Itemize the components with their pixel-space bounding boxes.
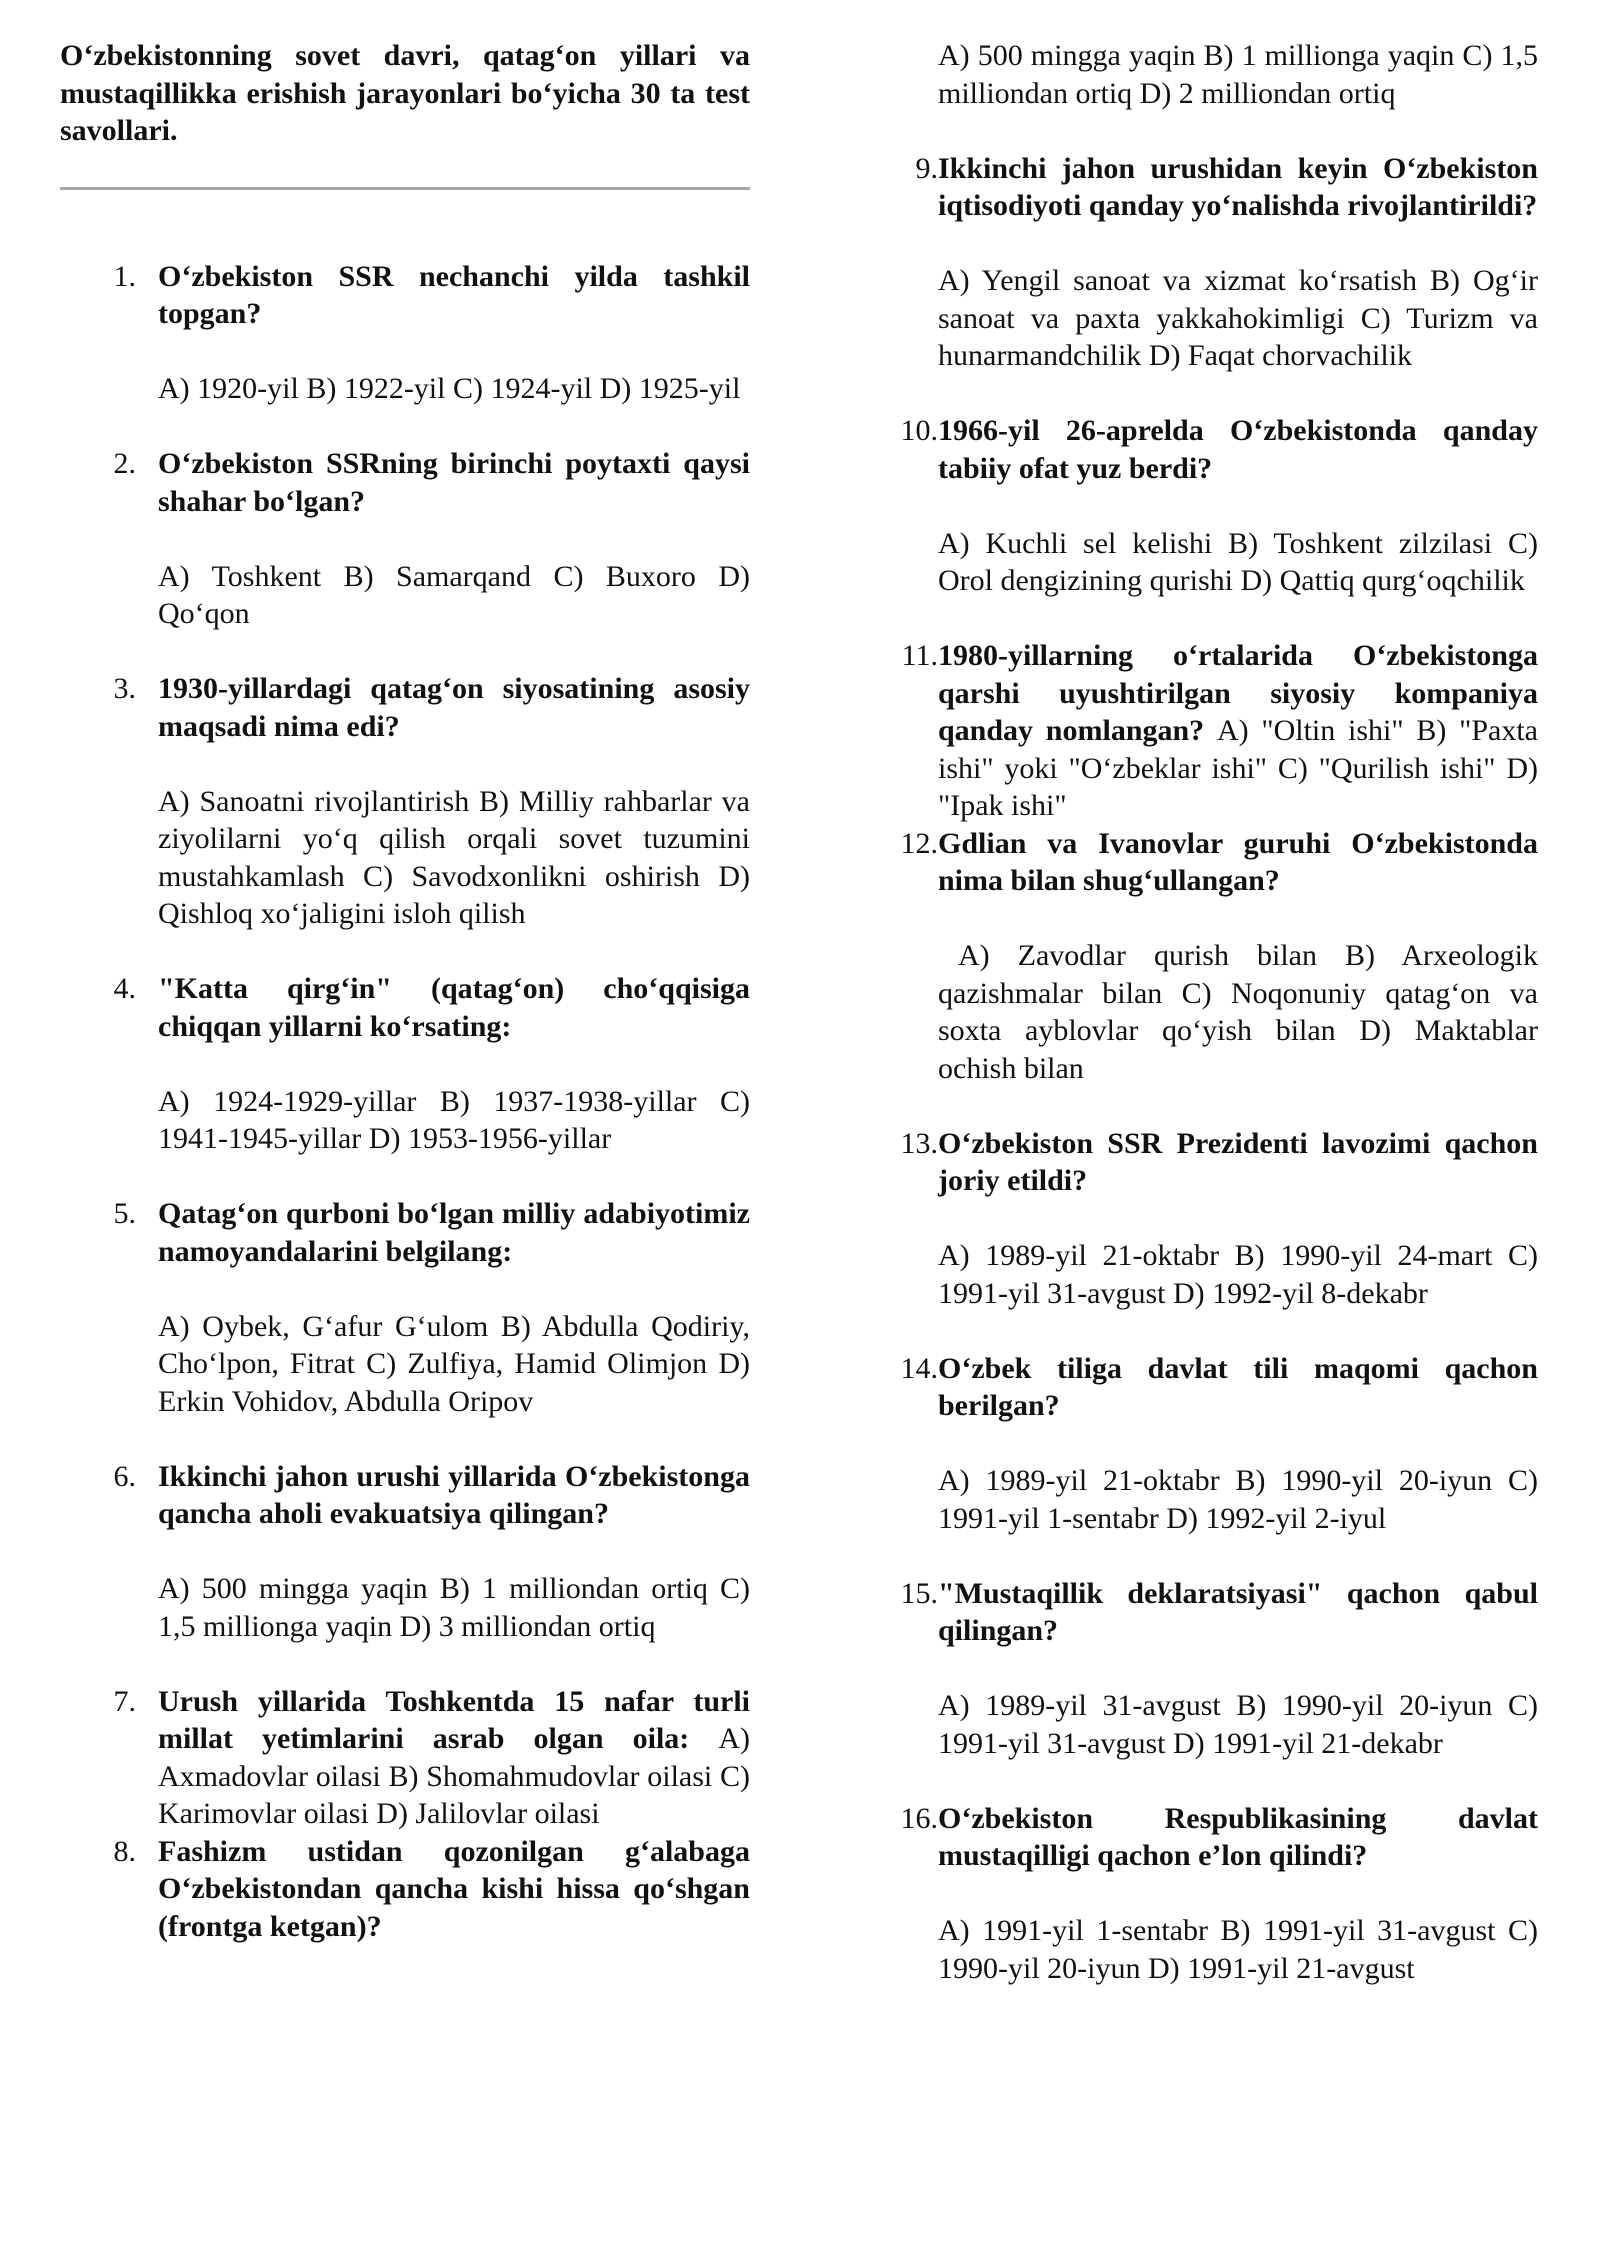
answer-options: A) 1924-1929-yillar B) 1937-1938-yillar C) 1941-1945-yillar D) 1953-1956-yillar — [158, 1084, 750, 1155]
answer-options: A) 1920-yil B) 1922-yil C) 1924-yil D) 1925-yil — [158, 372, 741, 405]
question-text: "Mustaqillik deklaratsiyasi" qachon qabul qilingan? — [938, 1576, 1538, 1647]
question-number: 8. — [113, 1834, 136, 1868]
question-text: Gdlian va Ivanovlar guruhi O‘zbekistonda nima bilan shug‘ullangan? — [938, 826, 1538, 897]
question-8-continued — [886, 37, 1538, 112]
question-12 — [886, 825, 1538, 1088]
question-number: 15. — [900, 1576, 938, 1610]
question-4 — [60, 970, 750, 1158]
question-number: 12. — [900, 826, 938, 860]
question-number: 9. — [915, 151, 938, 185]
question-6 — [60, 1458, 750, 1646]
question-number: 16. — [900, 1801, 938, 1835]
question-text: O‘zbekiston Respublikasining davlat mustaqilligi qachon e’lon qilindi? — [938, 1801, 1538, 1872]
question-1 — [60, 258, 750, 408]
question-text: Qatag‘on qurboni bo‘lgan milliy adabiyotimiz namoyandalarini belgilang: — [158, 1197, 750, 1268]
question-2 — [60, 445, 750, 633]
question-text: 1930-yillardagi qatag‘on siyosatining asosiy maqsadi nima edi? — [158, 672, 750, 743]
question-number: 3. — [113, 672, 136, 705]
question-text: O‘zbek tiliga davlat tili maqomi qachon berilgan? — [938, 1351, 1538, 1422]
answer-options: A) Kuchli sel kelishi B) Toshkent zilzilasi C) Orol dengizining qurishi D) Qattiq qurg‘oqchilik — [938, 526, 1538, 597]
document-title: O‘zbekistonning sovet davri, qatag‘on yillari va mustaqillikka erishish jarayonlari bo‘yicha 30 ta test savollari. — [60, 39, 750, 147]
question-text: Ikkinchi jahon urushidan keyin O‘zbekiston iqtisodiyoti qanday yo‘nalishda rivojlantirildi? — [938, 151, 1538, 222]
answer-options: A) 500 mingga yaqin B) 1 millionga yaqin C) 1,5 milliondan ortiq D) 2 milliondan ortiq — [938, 39, 1538, 110]
question-5 — [60, 1195, 750, 1420]
answer-options: A) Yengil sanoat va xizmat ko‘rsatish B) Og‘ir sanoat va paxta yakkahokimligi C) Turizm va hunarmandchilik D) Faqat chorvachilik — [938, 264, 1538, 372]
question-number: 11. — [901, 639, 938, 672]
question-number: 2. — [113, 447, 136, 480]
question-text: Ikkinchi jahon urushi yillarida O‘zbekistonga qancha aholi evakuatsiya qilingan? — [158, 1459, 750, 1530]
question-number: 5. — [113, 1197, 136, 1230]
question-8 — [60, 1833, 750, 1946]
question-13 — [886, 1125, 1538, 1313]
question-text: Urush yillarida Toshkentda 15 nafar turli millat yetimlarini asrab olgan oila: — [158, 1684, 750, 1755]
question-11 — [886, 637, 1538, 825]
question-text: 1980-yillarning o‘rtalarida O‘zbekistonga qarshi uyushtirilgan siyosiy kompaniya qanday nomlangan? — [938, 639, 1538, 747]
question-number: 7. — [113, 1684, 136, 1718]
answer-options: A) 1989-yil 31-avgust B) 1990-yil 20-iyun C) 1991-yil 31-avgust D) 1991-yil 21-dekabr — [938, 1689, 1538, 1760]
question-10 — [886, 412, 1538, 600]
question-text: O‘zbekiston SSR Prezidenti lavozimi qachon joriy etildi? — [938, 1126, 1538, 1197]
question-text: "Katta qirg‘in" (qatag‘on) cho‘qqisiga chiqqan yillarni ko‘rsating: — [158, 972, 750, 1043]
question-text: 1966-yil 26-aprelda O‘zbekistonda qanday tabiiy ofat yuz berdi? — [938, 414, 1538, 485]
question-15 — [886, 1575, 1538, 1763]
question-number: 4. — [113, 972, 136, 1005]
question-text: O‘zbekiston SSR nechanchi yilda tashkil topgan? — [158, 259, 750, 330]
question-number: 10. — [900, 414, 938, 447]
question-3 — [60, 670, 750, 933]
answer-options: A) Axmadovlar oilasi B) Shomahmudovlar oilasi C) Karimovlar oilasi D) Jalilovlar oilasi — [158, 1722, 750, 1830]
answer-options: A) 500 mingga yaqin B) 1 milliondan ortiq C) 1,5 millionga yaqin D) 3 milliondan ortiq — [158, 1572, 750, 1643]
question-text: Fashizm ustidan qozonilgan g‘alabaga O‘zbekistondan qancha kishi hissa qo‘shgan (frontga ketgan)? — [158, 1834, 750, 1943]
question-number: 6. — [113, 1459, 136, 1493]
question-7 — [60, 1683, 750, 1833]
answer-options: A) 1989-yil 21-oktabr B) 1990-yil 20-iyun C) 1991-yil 1-sentabr D) 1992-yil 2-iyul — [938, 1464, 1538, 1535]
answer-options: A) Zavodlar qurish bilan B) Arxeologik qazishmalar bilan C) Noqonuniy qatag‘on va soxta ayblovlar qo‘yish bilan D) Maktablar ochish bilan — [938, 939, 1538, 1085]
answer-options: A) Sanoatni rivojlantirish B) Milliy rahbarlar va ziyolilarni yo‘q qilish orqali sovet tuzumini mustahkamlash C) Savodxonlikni oshirish D) Qishloq xo‘jaligini isloh qilish — [158, 784, 750, 930]
right-column — [886, 37, 1538, 1987]
question-text: O‘zbekiston SSRning birinchi poytaxti qaysi shahar bo‘lgan? — [158, 447, 750, 518]
question-16 — [886, 1800, 1538, 1988]
answer-options: A) Oybek, G‘afur G‘ulom B) Abdulla Qodiriy, Cho‘lpon, Fitrat C) Zulfiya, Hamid Olimjon D) Erkin Vohidov, Abdulla Oripov — [158, 1309, 750, 1418]
answer-options: A) Toshkent B) Samarqand C) Buxoro D) Qo‘qon — [158, 559, 750, 630]
question-number: 14. — [900, 1351, 938, 1385]
question-number: 1. — [113, 259, 136, 293]
question-14 — [886, 1350, 1538, 1538]
left-column — [60, 37, 750, 1945]
answer-options: A) "Oltin ishi" B) "Paxta ishi" yoki "O‘zbeklar ishi" C) "Qurilish ishi" D) "Ipak ishi" — [938, 714, 1538, 822]
question-number: 13. — [900, 1126, 938, 1160]
question-9 — [886, 150, 1538, 375]
answer-options: A) 1991-yil 1-sentabr B) 1991-yil 31-avgust C) 1990-yil 20-iyun D) 1991-yil 21-avgust — [938, 1914, 1538, 1985]
answer-options: A) 1989-yil 21-oktabr B) 1990-yil 24-mart C) 1991-yil 31-avgust D) 1992-yil 8-dekabr — [938, 1239, 1538, 1310]
